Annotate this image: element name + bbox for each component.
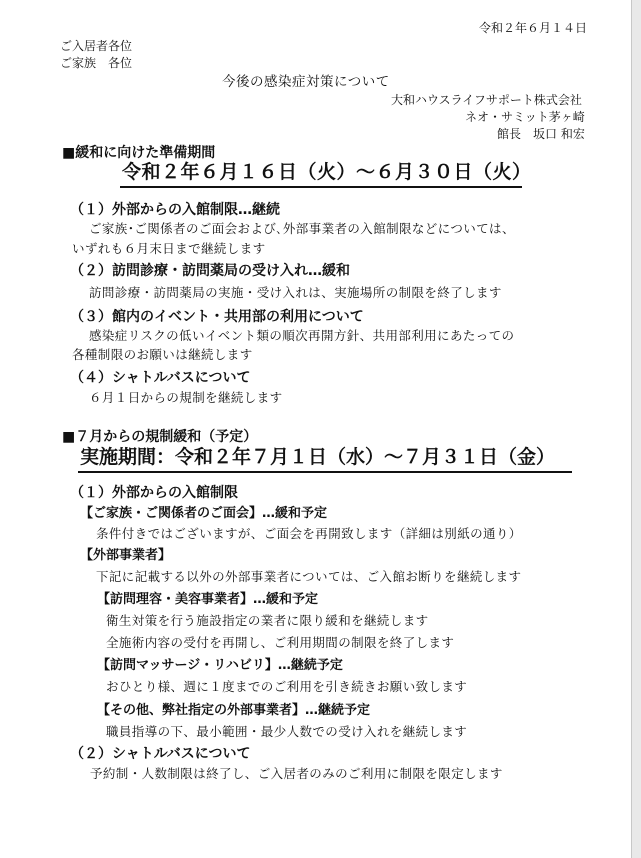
section2-heading: ■７月からの規制緩和（予定） [62,429,258,445]
section2-period-underline [78,471,572,473]
vendor-text: 下記に記載する以外の外部事業者については、ご入館お断りを継続します [96,569,522,584]
section1-item4-heading: （４）シャトルバスについて [70,370,251,386]
vendor-heading: 【外部事業者】 [80,548,172,563]
beauty-vendor-text1: 衛生対策を行う施設指定の業者に限り緩和を継続します [106,613,429,628]
massage-vendor-text: おひとり様、週に１度までのご利用を引き続きお願い致します [106,679,468,694]
document-date: 令和２年６月１４日 [479,21,588,35]
section1-item3-line1: 感染症リスクの低いイベント類の順次再開方針、共用部利用にあたっての [89,328,515,343]
beauty-vendor-heading: 【訪問理容・美容事業者】…緩和予定 [97,592,319,607]
section1-item4-line1: ６月１日からの規制を継続します [89,390,283,405]
section1-item1-line1: ご家族･ご関係者のご面会および､外部事業者の入館制限などについては、 [89,221,515,236]
section1-period-underline [120,186,522,188]
section2-item2-heading: （２）シャトルバスについて [70,746,251,762]
other-vendor-text: 職員指導の下、最小範囲・最少人数での受け入れを継続します [106,724,468,739]
massage-vendor-heading: 【訪問マッサージ・リハビリ】…継続予定 [97,658,343,673]
section1-heading: ■緩和に向けた準備期間 [62,145,216,161]
section2-item2-text: 予約制・人数制限は終了し、ご入居者のみのご利用に制限を限定します [90,766,503,781]
section2-period: 実施期間：令和２年７月１日（水）～７月３１日（金） [80,446,556,468]
document-title: 今後の感染症対策について [222,74,390,90]
facility-name: ネオ・サミット茅ヶ崎 [465,110,585,124]
section1-item3-heading: （３）館内のイベント・共用部の利用について [70,309,364,325]
section1-item2-heading: （２）訪問診療・訪問薬局の受け入れ…緩和 [70,263,350,279]
section2-item1-heading: （１）外部からの入館制限 [70,485,238,501]
family-visit-heading: 【ご家族・ご関係者のご面会】…緩和予定 [80,506,328,521]
beauty-vendor-text2: 全施術内容の受付を再開し、ご利用期間の制限を終了します [106,635,455,650]
section1-item2-line1: 訪問診療・訪問薬局の実施・受け入れは、実施場所の制限を終了します [89,285,502,300]
company-name: 大和ハウスライフサポート株式会社 [391,93,582,107]
section1-item1-heading: （１）外部からの入館制限…継続 [70,202,280,218]
section1-item3-line2: 各種制限のお願いは継続します [72,347,253,362]
manager-name: 館長 坂口 和宏 [497,127,585,141]
family-visit-text: 条件付きではございますが、ご面会を再開致します（詳細は別紙の通り） [96,526,522,541]
other-vendor-heading: 【その他、弊社指定の外部事業者】…継続予定 [97,703,371,718]
section1-item1-line2: いずれも６月末日まで継続します [72,241,266,256]
addressee-families: ご家族 各位 [60,56,133,70]
section1-period: 令和２年６月１６日（火）～６月３０日（火） [122,161,532,183]
addressee-residents: ご入居者各位 [60,39,133,53]
